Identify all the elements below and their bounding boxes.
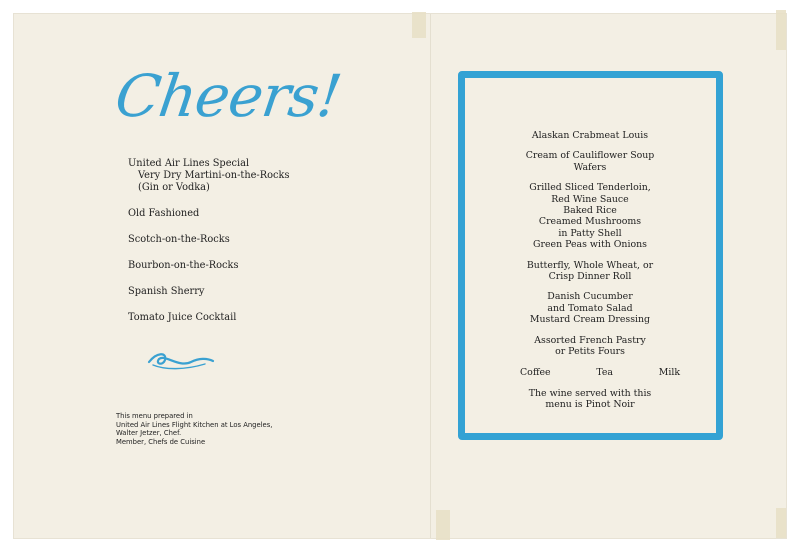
course-line: or Petits Fours <box>555 346 625 358</box>
course-line: in Patty Shell <box>558 227 622 239</box>
credit-line: This menu prepared in <box>116 412 193 420</box>
drink-line: Scotch-on-the-Rocks <box>128 234 230 245</box>
drink-item <box>128 312 289 324</box>
course-item <box>470 150 710 173</box>
course-item <box>470 182 710 250</box>
wine-note-line: menu is Pinot Noir <box>545 399 635 411</box>
wine-note-line: The wine served with this <box>528 387 652 399</box>
drink-line: Old Fashioned <box>128 208 200 219</box>
cheers-heading: Cheers! <box>111 62 345 130</box>
course-line: Grilled Sliced Tenderloin, <box>529 182 651 194</box>
tape-strip <box>436 510 450 540</box>
course-line: Creamed Mushrooms <box>538 216 642 228</box>
tape-strip <box>776 10 786 50</box>
course-line: Red Wine Sauce <box>551 193 629 205</box>
credit-line: Walter Jetzer, Chef. <box>116 429 182 438</box>
drink-line: Tomato Juice Cocktail <box>128 312 237 323</box>
drink-line: Bourbon-on-the-Rocks <box>128 260 239 271</box>
course-line: Mustard Cream Dressing <box>529 314 651 326</box>
drink-item <box>128 286 289 298</box>
course-item <box>470 130 710 141</box>
flourish-ornament <box>145 350 215 372</box>
dinner-menu <box>470 130 710 420</box>
course-item <box>470 291 710 325</box>
course-line: Crisp Dinner Roll <box>548 271 632 283</box>
drink-item <box>128 208 289 220</box>
course-line: Alaskan Crabmeat Louis <box>531 130 649 141</box>
beverage-row <box>470 367 710 378</box>
course-line: Wafers <box>573 161 607 173</box>
beverage-tea: Tea <box>596 366 613 378</box>
course-line: Butterfly, Whole Wheat, or <box>526 259 654 271</box>
beverage-coffee: Coffee <box>520 366 551 378</box>
drink-item <box>128 260 289 272</box>
credit-line: Member, Chefs de Cuisine <box>116 437 206 446</box>
drink-line: (Gin or Vodka) <box>138 182 210 193</box>
drink-item <box>128 158 289 194</box>
wine-note <box>470 388 710 411</box>
drink-line: United Air Lines Special <box>128 158 250 169</box>
drink-line: Spanish Sherry <box>128 286 205 297</box>
drink-item <box>128 234 289 246</box>
credit-line: United Air Lines Flight Kitchen at Los Angeles, <box>116 420 273 429</box>
fold-line <box>430 14 431 538</box>
tape-strip <box>412 12 426 38</box>
course-line: and Tomato Salad <box>547 302 633 314</box>
course-line: Baked Rice <box>563 205 617 217</box>
course-line: Danish Cucumber <box>547 291 633 303</box>
beverage-milk: Milk <box>658 366 680 378</box>
tape-strip <box>776 508 786 538</box>
drink-line: Very Dry Martini-on-the-Rocks <box>138 170 290 181</box>
course-line: Assorted French Pastry <box>534 334 646 346</box>
course-item <box>470 335 710 358</box>
course-item <box>470 260 710 283</box>
menu-credits <box>116 412 272 446</box>
drink-list <box>128 158 289 338</box>
course-line: Green Peas with Onions <box>533 239 647 251</box>
course-line: Cream of Cauliflower Soup <box>525 150 655 162</box>
